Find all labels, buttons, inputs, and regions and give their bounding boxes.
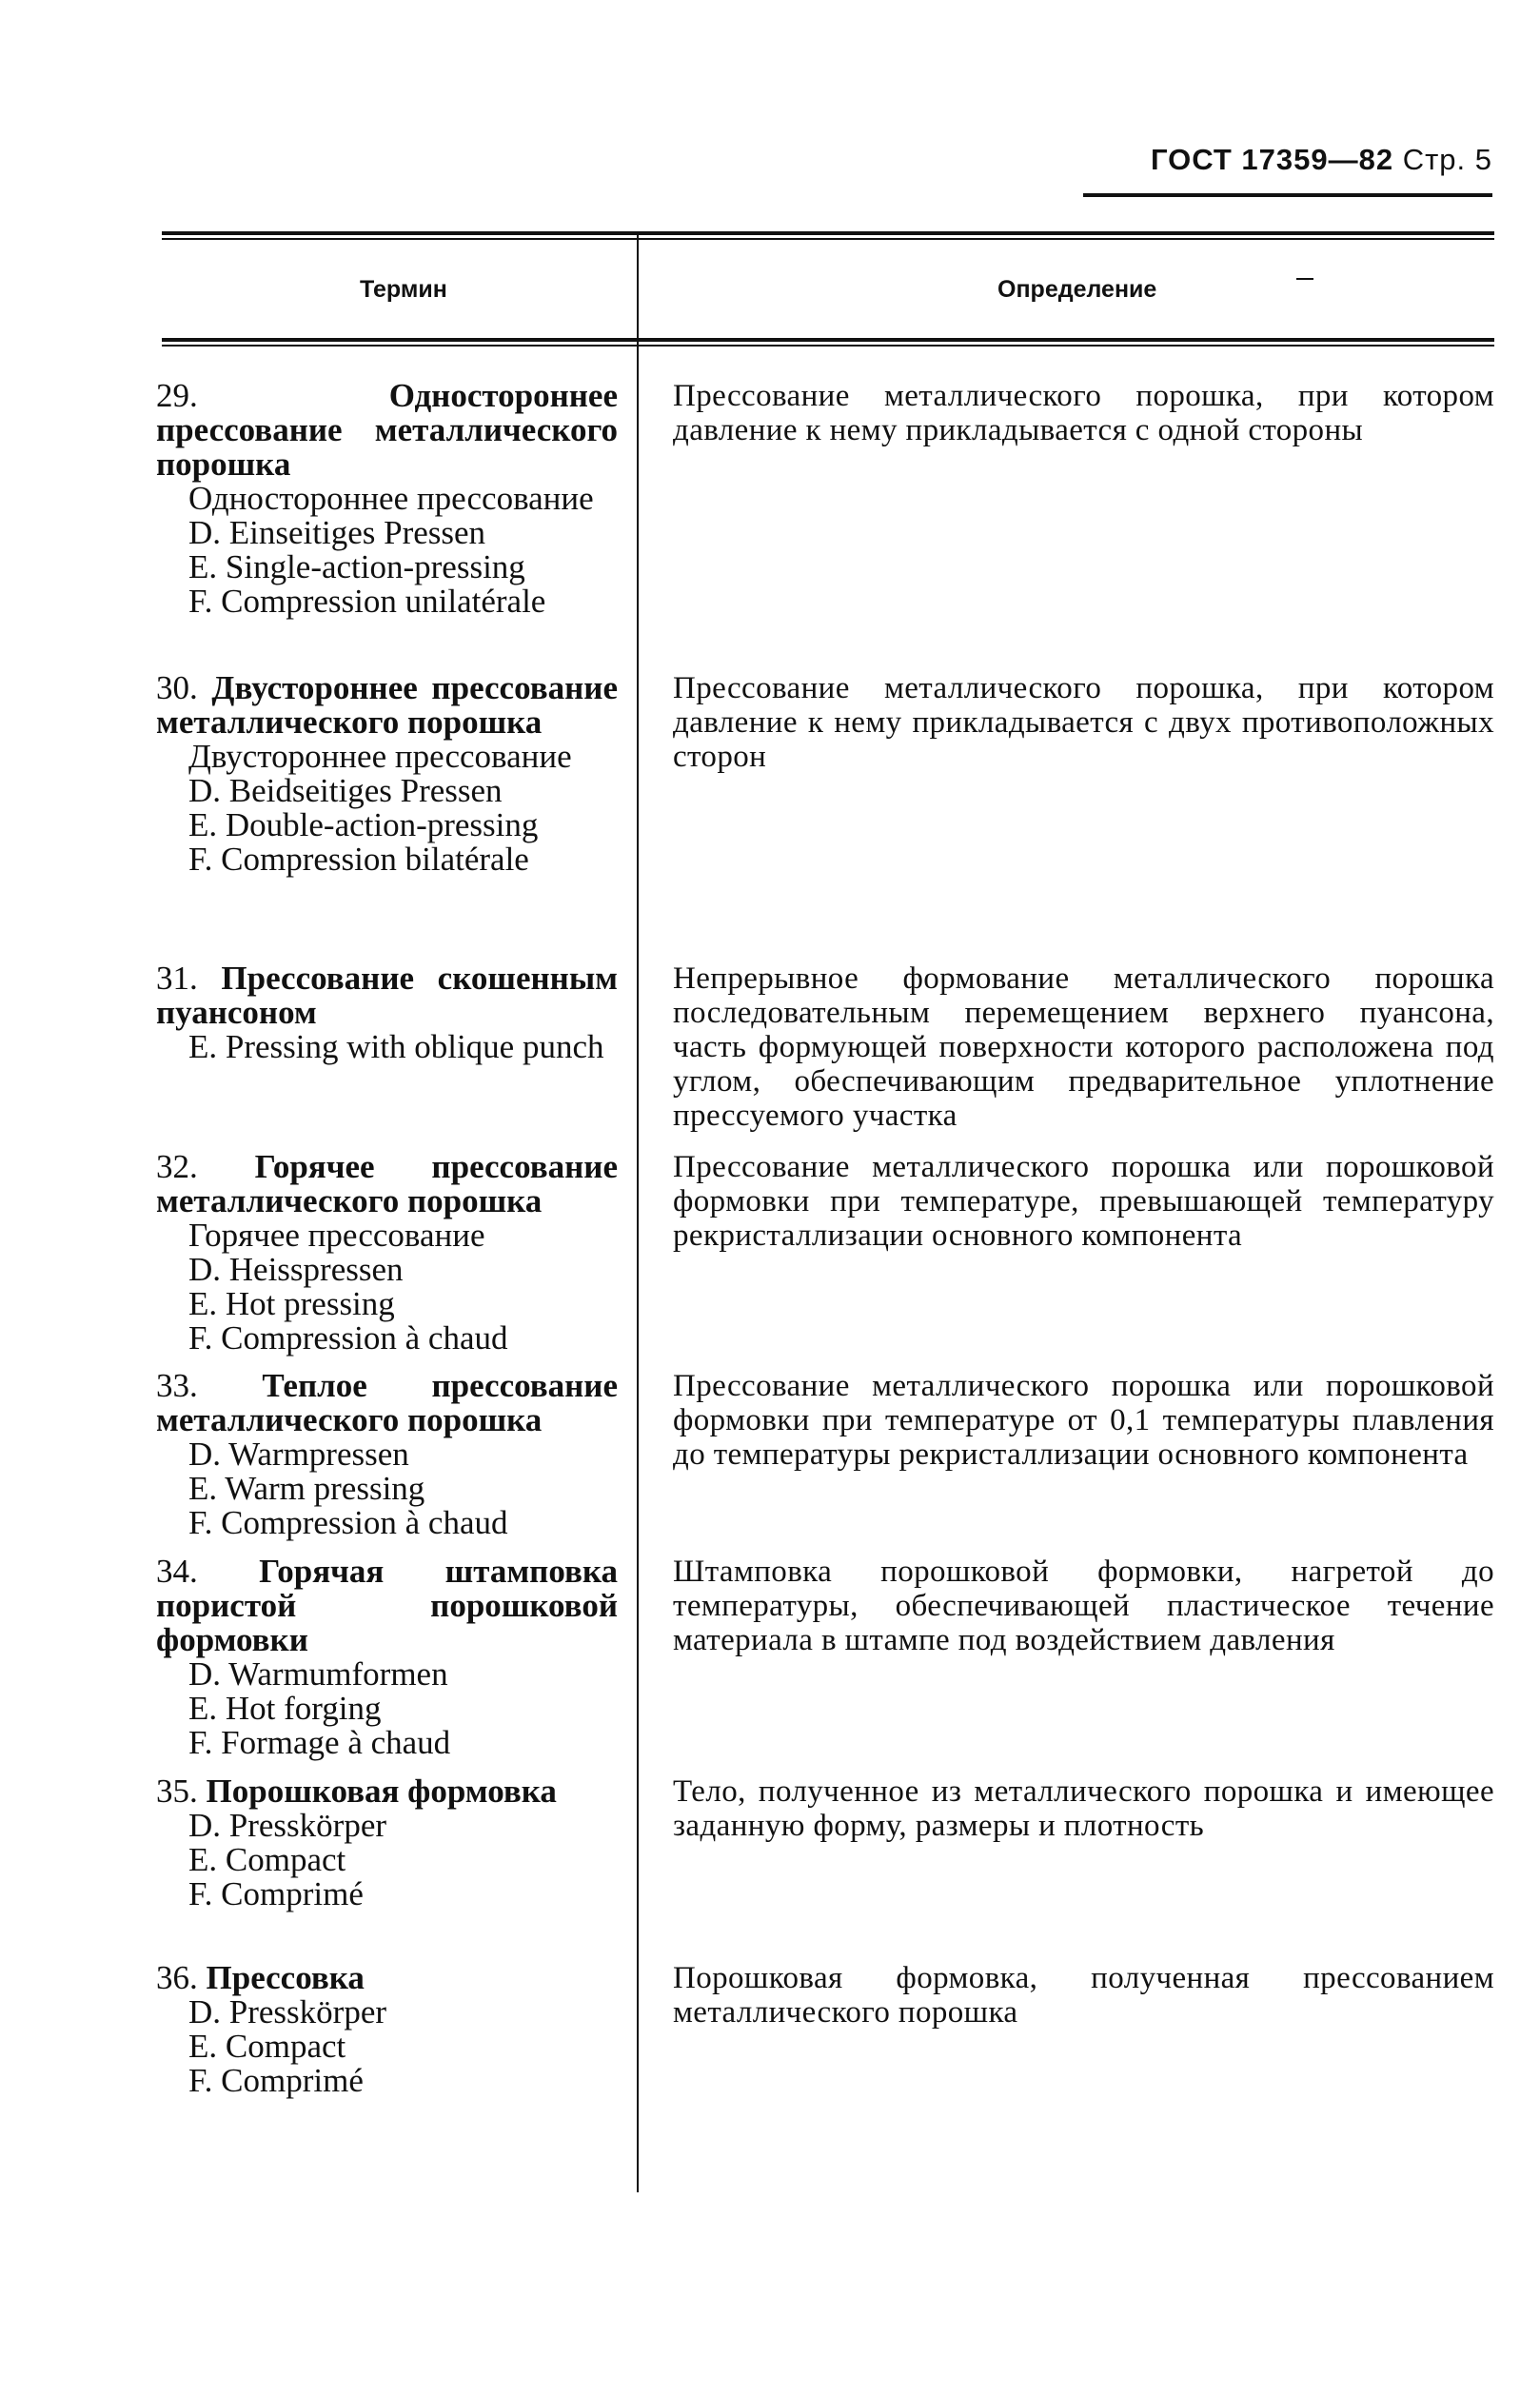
equivalent-fr: F. Comprimé xyxy=(188,1875,364,1912)
term-number: 33. xyxy=(156,1367,198,1404)
equivalent-en: E. Hot pressing xyxy=(188,1285,395,1322)
equivalent-de: D. Beidseitiges Pressen xyxy=(188,772,503,809)
term-name: Одностороннее прессование металлического порошка xyxy=(156,377,618,483)
term-title xyxy=(156,961,618,1030)
equivalent-de: D. Presskörper xyxy=(188,1807,387,1844)
equivalent-de: D. Warmpressen xyxy=(188,1436,409,1473)
term-title xyxy=(156,379,618,482)
term-cell xyxy=(156,379,618,619)
term-number: 36. xyxy=(156,1959,198,1996)
term-number: 29. xyxy=(156,377,198,414)
term-cell xyxy=(156,1369,618,1540)
page-number: Стр. 5 xyxy=(1402,143,1492,176)
equivalent-fr: F. Compression unilatérale xyxy=(188,583,546,620)
term-cell xyxy=(156,961,618,1064)
equivalent-fr: F. Comprimé xyxy=(188,2062,364,2099)
standard-number: ГОСТ 17359—82 xyxy=(1150,143,1394,176)
term-name: Прессование скошенным пуансоном xyxy=(156,960,618,1031)
term-synonym: Одностороннее прессование xyxy=(188,480,594,517)
column-header-term: Термин xyxy=(360,276,447,303)
definition-cell: Порошковая формовка, полученная прессованием металлического порошка xyxy=(673,1961,1494,2030)
equivalent-fr: F. Compression bilatérale xyxy=(188,841,529,878)
term-synonym: Двустороннее прессование xyxy=(188,738,572,775)
definition-cell: Прессование металлического порошка, при котором давление к нему прикладывается с одной стороны xyxy=(673,379,1494,447)
term-cell xyxy=(156,1555,618,1760)
term-number: 31. xyxy=(156,960,198,997)
term-name: Теплое прессование металлического порошка xyxy=(156,1367,618,1438)
term-title xyxy=(156,1774,618,1809)
equivalent-en: E. Double-action-pressing xyxy=(188,806,539,843)
term-title xyxy=(156,1961,618,1995)
term-synonym: Горячее прессование xyxy=(188,1217,485,1254)
term-name: Прессовка xyxy=(206,1959,365,1996)
term-name: Горячая штамповка пористой порошковой формовки xyxy=(156,1553,619,1658)
term-name: Двустороннее прессование металлического порошка xyxy=(156,669,618,741)
definition-cell: Непрерывное формование металлического порошка последовательным перемещением верхнего пуансона, часть формующей поверхности которого расположена под углом, обеспечивающим предварительное уплотнение прессуемого участка xyxy=(673,961,1494,1133)
term-number: 30. xyxy=(156,669,198,706)
equivalent-en: E. Warm pressing xyxy=(188,1470,425,1507)
equivalent-en: E. Compact xyxy=(188,2028,346,2065)
definition-cell: Тело, полученное из металлического порошка и имеющее заданную форму, размеры и плотность xyxy=(673,1774,1494,1843)
equivalent-de: D. Presskörper xyxy=(188,1993,387,2031)
equivalent-de: D. Warmumformen xyxy=(188,1655,448,1693)
term-cell xyxy=(156,1774,618,1912)
term-title xyxy=(156,1555,618,1657)
definition-cell: Прессование металлического порошка или порошковой формовки при температуре, превышающей температуру рекристаллизации основного компонента xyxy=(673,1150,1494,1253)
equivalent-en: E. Compact xyxy=(188,1841,346,1878)
equivalent-en: E. Hot forging xyxy=(188,1690,382,1727)
equivalent-fr: F. Compression à chaud xyxy=(188,1319,508,1357)
term-cell xyxy=(156,1961,618,2098)
definition-cell: Штамповка порошковой формовки, нагретой до температуры, обеспечивающей пластическое течение материала в штампе под воздействием давления xyxy=(673,1555,1494,1657)
equivalent-de: D. Heisspressen xyxy=(188,1251,404,1288)
term-title xyxy=(156,1150,618,1218)
definition-cell: Прессование металлического порошка, при котором давление к нему прикладывается с двух противоположных сторон xyxy=(673,671,1494,774)
equivalent-de: D. Einseitiges Pressen xyxy=(188,514,486,551)
definition-cell: Прессование металлического порошка или порошковой формовки при температуре от 0,1 температуры плавления до температуры рекристаллизации основного компонента xyxy=(673,1369,1494,1472)
term-name: Порошковая формовка xyxy=(206,1773,557,1810)
term-title xyxy=(156,1369,618,1437)
equivalent-en: E. Single-action-pressing xyxy=(188,548,525,585)
term-cell xyxy=(156,1150,618,1356)
term-number: 35. xyxy=(156,1773,198,1810)
term-name: Горячее прессование металлического порошка xyxy=(156,1148,618,1219)
equivalent-fr: F. Compression à chaud xyxy=(188,1504,508,1541)
term-number: 34. xyxy=(156,1553,198,1590)
column-header-definition: Определение xyxy=(997,276,1157,303)
term-title xyxy=(156,671,618,740)
term-cell xyxy=(156,671,618,877)
equivalent-fr: F. Formage à chaud xyxy=(188,1724,451,1761)
equivalent-en: E. Pressing with oblique punch xyxy=(188,1028,604,1065)
term-number: 32. xyxy=(156,1148,198,1185)
